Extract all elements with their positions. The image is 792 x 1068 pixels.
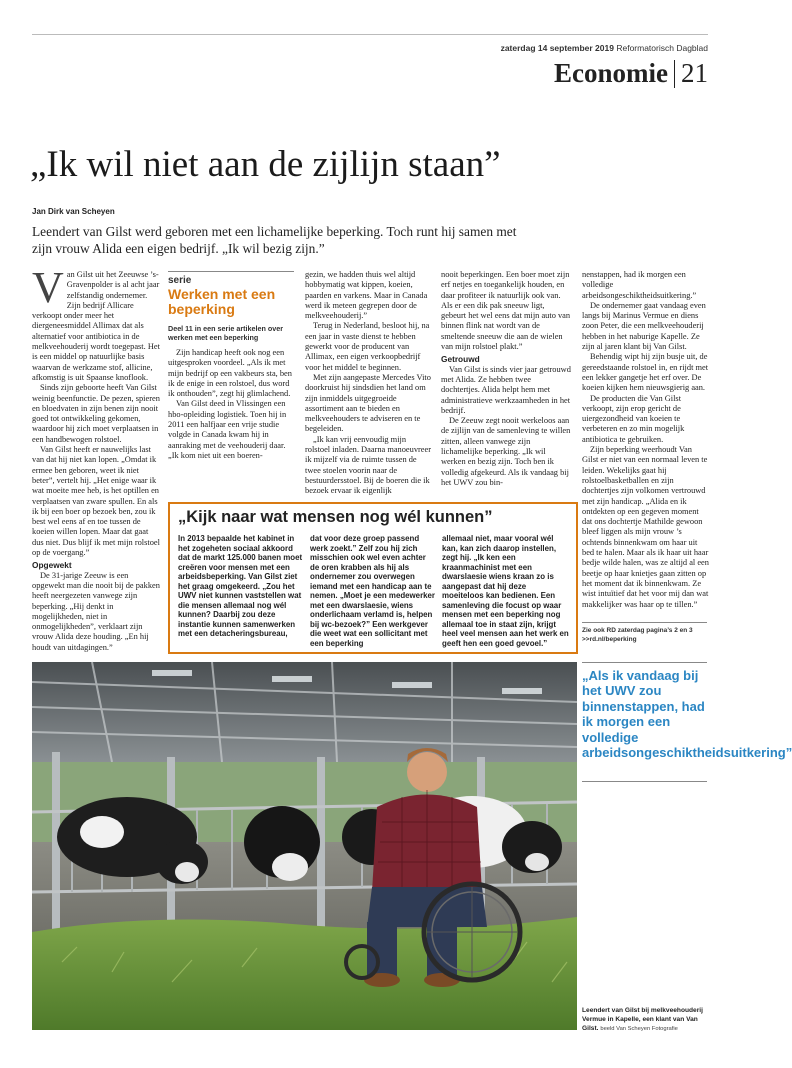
column-1: [32, 263, 160, 660]
paragraph: Met zijn aangepaste Mercedes Vito doorkruist hij sindsdien het land om zijn inmiddels uitgegroeide assortiment aan te bieden en melkveehouders te adviseren en te begeleiden.: [305, 372, 431, 434]
paragraph: nooit beperkingen. Een boer moet zijn erf netjes en toegankelijk houden, en daar profiteer ik natuurlijk ook van. Als er een dik pak sneeuw ligt, gebeurt het wel eens dat mijn auto van binnen flink nat wordt van de smeltende sneeuw die aan de wielen van mijn rolstoel plakt.”: [441, 270, 571, 352]
quote-box-column-2: dat voor deze groep passend werk zoekt.” Zelf zou hij zich misschien ook wel even achter de oren krabben als hij als ondernemer zou overwegen iemand met een handicap aan te nemen. „Moet je een medewerker met een dwarslaesie, wiens onderlichaam verlamd is, helpen bij wc-bezoek?” Een werkgever die weet wat een sollicitant met een beperking: [310, 534, 435, 648]
serie-label: serie: [168, 275, 192, 286]
paragraph: Van Gilst deed in Vlissingen een hbo-opleiding logistiek. Toen hij in 2011 een halfjaar een vrije studie volgde in Canada kwam hij in aanraking met de veehouderij daar. „Ik kom niet uit een boeren-: [168, 399, 287, 460]
column-2: [168, 348, 296, 498]
paragraph: Van Gilst heeft er nauwelijks last van dat hij niet kan lopen. „Omdat ik ermee ben geboren, weet ik niet beter”, vertelt hij. „Het enige waar ik wat moeite mee heb, is het optillen en verplaatsen van zware spullen. En als ik bij een boer op bezoek ben, zou ik best wel eens af en toe tussen de koeien willen lopen. Maar dat gaat dus niet. Dus blijf ik met mijn rolstoel op de voergang.”: [32, 445, 160, 558]
column-4: [441, 270, 571, 498]
section-divider: [674, 60, 675, 88]
paragraph: nenstappen, had ik morgen een volledige arbeidsongeschiktheidsuitkering.”: [582, 270, 697, 300]
references-rule: [582, 622, 707, 623]
paragraph: „Ik kan vrij eenvoudig mijn rolstoel inladen. Daarna manoeuvreer ik mijzelf via de ruimte tussen de twee stoelen voorin naar de bestuurdersstoel. Bij de boeren die ik bezoek ervaar ik eigenlijk: [305, 434, 432, 496]
paragraph: Terug in Nederland, besloot hij, na een jaar in vaste dienst te hebben gewerkt voor de producent van Allimax, een eigen verkoopbedrijf voor het middel te beginnen.: [305, 321, 430, 372]
drop-cap: V: [32, 263, 64, 312]
caption-text: Leendert van Gilst bij melkveehouderij Vermue in Kapelle, een klant van Van Gilst.: [582, 1007, 703, 1032]
serie-rule: [168, 271, 294, 272]
quote-box-title: „Kijk naar wat mensen nog wél kunnen”: [178, 508, 493, 526]
serie-subtitle: Deel 11 in een serie artikelen over werken met een beperking: [168, 324, 284, 342]
pull-quote: „Als ik vandaag bij het UWV zou binnenstappen, had ik morgen een volledige arbeidsongeschiktheidsuitkering”: [582, 668, 792, 761]
column-5: [582, 270, 710, 618]
paragraph: an Gilst uit het Zeeuwse ’s-Gravenpolder is al acht jaar zelfstandig ondernemer. Zijn bedrijf Allicare verkoopt onder meer het diergeneesmiddel Allimax dat als alternatief voor antibiotica in de melkveehouderij wordt toegepast. Het is een middel op natuurlijke basis waarvan de werkzame stof, allicine, afkomstig is uit Spaanse knoflook.: [32, 270, 160, 382]
paragraph: Sinds zijn geboorte heeft Van Gilst weinig beenfunctie. De pezen, spieren en bloedvaten in zijn benen zijn nooit goed tot ontwikkeling gekomen, waardoor hij zich moet verplaatsen in een handbewogen rolstoel.: [32, 383, 160, 444]
paragraph: De 31-jarige Zeeuw is een opgewekt man die nooit bij de pakken heeft neergezeten vanwege zijn beperking. „Hij denkt in mogelijkheden, niet in onmogelijkheden”, verklaart zijn vrouw Alida deze houding. „En hij houdt van uitdagingen.”: [32, 570, 160, 652]
quote-box-column-3: allemaal niet, maar vooral wél kan, kan zich daarop instellen, zegt hij. „Ik ken een kraanmachinist met een dwarslaesie wiens kraan zo is aangepast dat hij deze moeiteloos kan bedienen. Een samenleving die focust op waar mensen met een beperking nog allemaal toe in staat zijn, krijgt heel veel mensen aan het werk en geeft hen een goed gevoel.”: [442, 534, 569, 648]
quote-box-column-1: In 2013 bepaalde het kabinet in het zogeheten sociaal akkoord dat de markt 125.000 banen moet creëren voor mensen met een arbeidsbeperking. Van Gilst ziet het graag omgekeerd. „Zou het UWV niet kunnen vaststellen wat die mensen allemaal nog wél kunnen? Daarbij zou deze instantie kunnen samenwerken met een detacheringsbureau,: [178, 534, 303, 638]
lead-paragraph: Leendert van Gilst werd geboren met een lichamelijke beperking. Toch runt hij samen met zijn vrouw Alida een eigen bedrijf. „Ik wil bezig zijn.”: [32, 224, 517, 256]
column-3: [305, 270, 433, 498]
dateline: zaterdag 14 september 2019 Reformatorisch Dagblad: [500, 43, 708, 53]
paragraph: De Zeeuw zegt nooit werkeloos aan de zijlijn van de samenleving te willen zitten, alleen vanwege zijn lichamelijke beperking. „Ik wil werken en bezig zijn. Toch ben ik volledig afgekeurd. Als ik vandaag bij het UWV zou bin-: [441, 416, 571, 487]
paragraph: De producten die Van Gilst verkoopt, zijn erop gericht de uiergezondheid van koeien te verbeteren en zo min mogelijk antibiotica te gebruiken.: [582, 393, 685, 444]
article-photo: [32, 662, 577, 1030]
serie-title: Werken met een beperking: [168, 286, 276, 317]
photo-caption: [582, 1007, 712, 1033]
reference-line: Zie ook RD zaterdag pagina’s 2 en 3: [582, 627, 693, 634]
pull-quote-rule-bottom: [582, 781, 707, 782]
paragraph: Van Gilst is sinds vier jaar getrouwd met Alida. Ze hebben twee dochtertjes. Alida helpt hem met administratieve werkzaamheden in het bedrijf.: [441, 364, 571, 415]
byline: Jan Dirk van Scheyen: [32, 207, 115, 216]
paragraph: De ondernemer gaat vandaag even langs bij Marinus Vermue en diens zoon Peter, die een melkveehouderij hebben in het naburige Kapelle. Ze zijn al jaren klant bij Van Gilst.: [582, 300, 706, 352]
pull-quote-rule-top: [582, 662, 707, 663]
top-rule: [32, 34, 708, 35]
photo-credit: beeld Van Scheyen Fotografie: [600, 1025, 678, 1032]
paragraph: Zijn handicap heeft ook nog een uitgesproken voordeel. „Als ik met mijn bedrijf op een vakbeurs sta, ben ik de enige in een rolstoel, dus word ik onthouden”, zegt hij glimlachend.: [168, 348, 292, 399]
page-number: 21: [681, 58, 708, 88]
subheading: Getrouwd: [441, 354, 480, 365]
barn-photo-illustration: [32, 662, 577, 1030]
headline: „Ik wil niet aan de zijlijn staan”: [30, 144, 501, 185]
paragraph: Zijn beperking weerhoudt Van Gilst er niet van een normaal leven te leiden. Wekelijks gaat hij rolstoelbasketballen en zijn dochtertjes zijn volkomen vertrouwd met zijn handicap. „Alida en ik ontdekten op een gegeven moment dat ons dochtertje Mathilde gewoon bleef liggen als mijn vrouw ’s ochtends binnenkwam om haar uit bed te halen. Maar als ik haar uit haar bedje wilde halen, was ze altijd al een beetje op haar knietjes gaan zitten op het moment dat ik binnenkwam. Ze wist intuïtief dat het voor mij dan wat makkelijker was haar op te tillen.”: [582, 445, 709, 609]
paragraph: gezin, we hadden thuis wel altijd hobbymatig wat kippen, koeien, paarden en varkens. Maar in Canada werd ik meteen gegrepen door de melkveehouderij.”: [305, 270, 428, 321]
paragraph: Behendig wipt hij zijn busje uit, de gereedstaande rolstoel in, en rijdt met een lekker gangetje het erf over. De koeien kijken hem nieuwsgierig aan.: [582, 352, 709, 393]
section-header: [554, 58, 708, 89]
references: [582, 627, 712, 644]
reference-link[interactable]: >>rd.nl/beperking: [582, 635, 637, 643]
subheading: Opgewekt: [32, 560, 72, 571]
section-title: Economie: [554, 58, 668, 88]
